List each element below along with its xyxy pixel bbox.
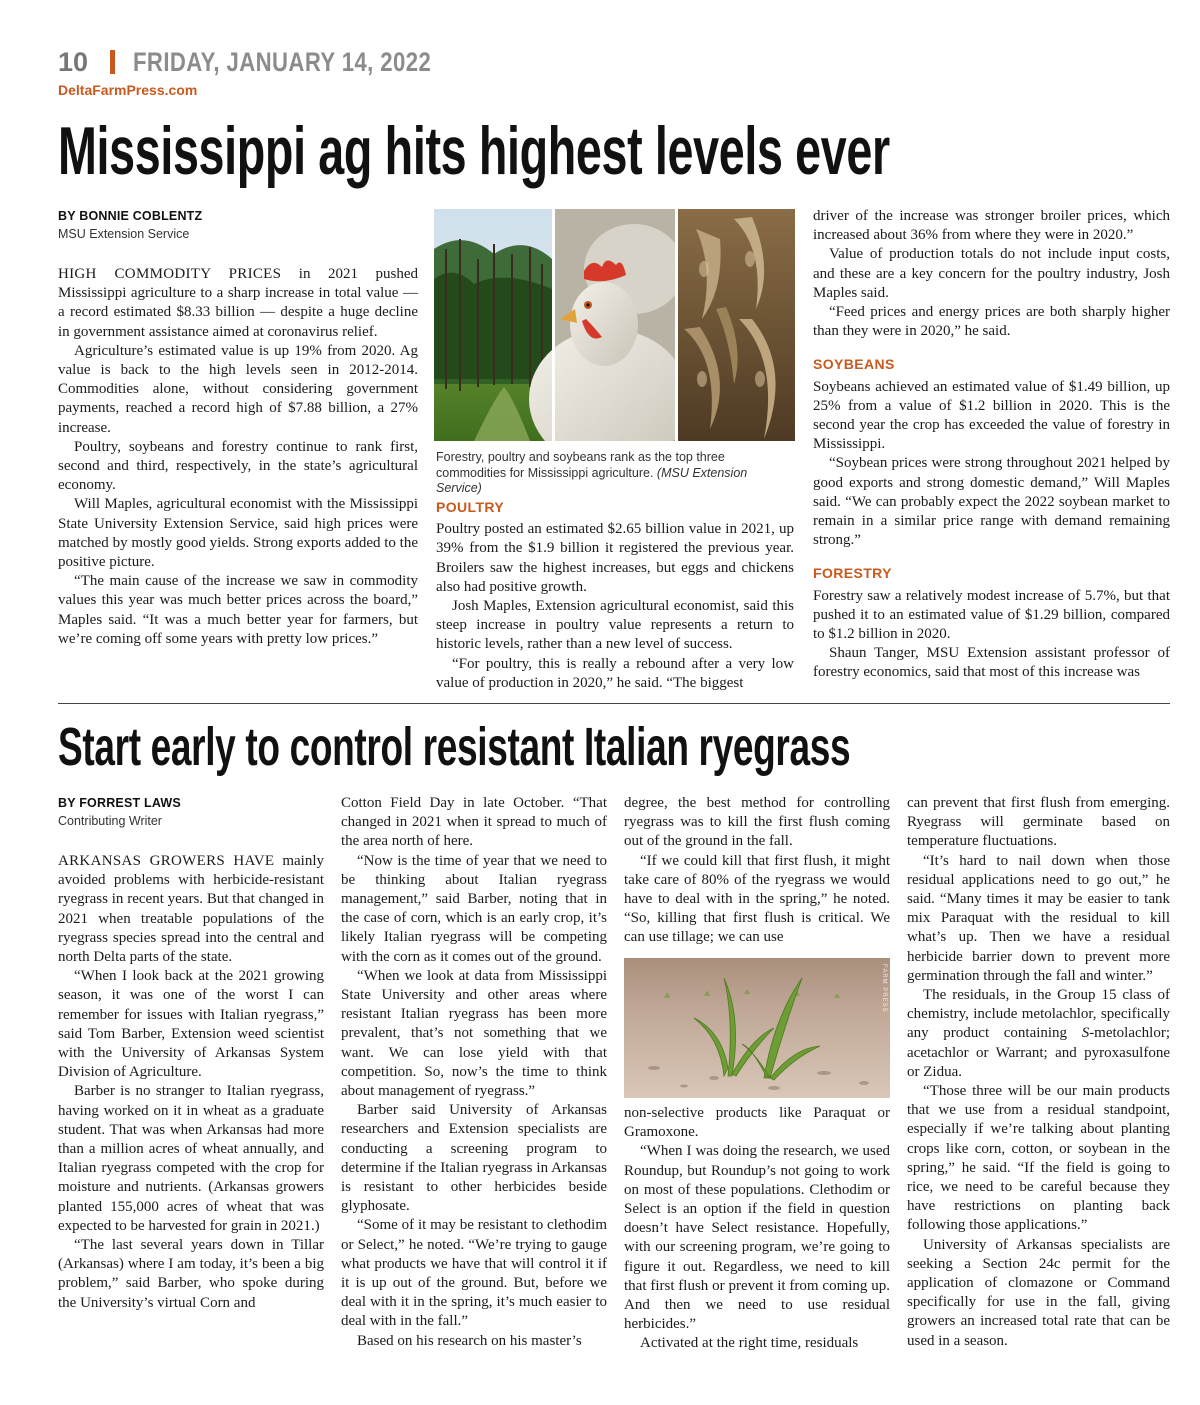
article2-paragraph: Barber said University of Arkansas researchers and Extension specialists are conducting a screening program to determine if the Italian ryegrass in Arkansas is resistant to other herbicides beside glyphosate. (341, 1102, 607, 1215)
article2-column-1 (58, 852, 324, 1313)
page-header (58, 44, 497, 80)
lead-caps: ARKANSAS GROWERS HAVE (58, 853, 275, 869)
article2-paragraph: can prevent that first flush from emerging. Ryegrass will germinate based on temperature fluctuations. (907, 795, 1170, 850)
chemical-prefix: S (1081, 1025, 1090, 1042)
article1-paragraph: Will Maples, agricultural economist with the Mississippi State University Extension Service, said high prices were matched by mostly good yields. Strong exports added to the positive picture. (58, 496, 418, 571)
paragraph-text: -metolachlor; acetachlor or Warrant; and pyroxasulfone or Zidua. (907, 1025, 1170, 1080)
article2-paragraph: Cotton Field Day in late October. “That changed in 2021 when it spread to much of the area north of here. (341, 795, 607, 850)
article1-paragraph (58, 265, 418, 342)
article-divider (58, 703, 1170, 704)
article1-paragraph: Josh Maples, Extension agricultural economist, said this steep increase in poultry value represents a return to historic levels, rather than a new level of success. (436, 598, 794, 653)
article2-byline-block (58, 796, 324, 828)
article2-paragraph: non-selective products like Paraquat or Gramoxone. (624, 1105, 890, 1141)
forestry-subhead: FORESTRY (813, 565, 892, 582)
article2-role: Contributing Writer (58, 814, 162, 828)
article2-paragraph: “When I look back at the 2021 growing season, it was one of the worst I can remember for issues with Italian ryegrass,” said Tom Barber, Extension weed scientist with the University of Arkansas System Division of Agriculture. (58, 968, 324, 1081)
article2-paragraph: “The last several years down in Tillar (Arkansas) where I am today, it’s been a big problem,” said Barber, who spoke during the University’s virtual Corn and (58, 1237, 324, 1311)
article1-paragraph: Value of production totals do not include input costs, and these are a key concern for the poultry industry, Josh Maples said. (813, 246, 1170, 301)
article1-role: MSU Extension Service (58, 227, 190, 241)
article2-paragraph: “It’s hard to nail down when those residual applications need to go out,” he said. “Many times it may be easier to tank mix Paraquat with the residual to kill what’s up. Then we have a residual herbicide barrier down to prevent more germination through the fall and winter.” (907, 852, 1170, 984)
article2-paragraph: “If we could kill that first flush, it might take care of 80% of the ryegrass we would have to deal with in the spring,” he noted. “So, killing that first flush is critical. We can use tillage; we can use (624, 852, 890, 946)
ryegrass-seedling-photo (624, 958, 890, 1098)
article1-paragraph: Agriculture’s estimated value is up 19% from 2020. Ag value is back to the high levels seen in 2012-2014. Commodities alone, without considering government payments, reached a record high of $7.88 billion, a 27% increase. (58, 342, 418, 436)
article2-paragraph: Based on his research on his master’s (357, 1332, 582, 1349)
article2-paragraph: “When we look at data from Mississippi State University and other areas where resistant Italian ryegrass has been more prevalent, that’s not something that we want. We can lose yield with that competition. So, now’s the time to think about management of ryegrass.” (341, 967, 607, 1100)
article1-paragraph: “For poultry, this is really a rebound after a very low value of production in 2020,” he said. “The biggest (436, 655, 794, 691)
article1-column-1 (58, 265, 418, 649)
article2-paragraph: “When I was doing the research, we used Roundup, but Roundup’s not going to work on most of these populations. Clethodim or Select is an option if the field in question doesn’t have Select resistance. Hopefully, with our screening program, we’re going to figure it out. Regardless, we need to kill that first flush or prevent it from coming up. And then we need to use residual herbicides.” (624, 1143, 890, 1333)
lead-caps: HIGH COMMODITY PRICES (58, 266, 282, 282)
issue-date: FRIDAY, JANUARY 14, 2022 (133, 46, 432, 77)
article1-paragraph: Poultry, soybeans and forestry continue to rank first, second and third, respectively, in the state’s agricultural economy. (58, 438, 418, 494)
article1-headline: Mississippi ag hits highest levels ever (58, 113, 890, 189)
article2-column-3-bottom (624, 1104, 890, 1354)
article1-paragraph: Forestry saw a relatively modest increase of 5.7%, but that pushed it to an estimated value of $1.29 billion, compared to $1.2 billion in 2020. (813, 587, 1170, 643)
article1-paragraph: “The main cause of the increase we saw in commodity values this year was much better prices across the board,” Maples said. “It was a much better year for farmers, but we’re coming off some years with pretty low prices.” (58, 573, 418, 647)
poultry-subhead: POULTRY (436, 499, 505, 515)
article1-byline-block (58, 209, 418, 241)
article1-byline: BY BONNIE COBLENTZ (58, 209, 203, 223)
article1-paragraph: Shaun Tanger, MSU Extension assistant professor of forestry economics, said that most of this increase was (813, 645, 1170, 681)
article1-paragraph: Poultry posted an estimated $2.65 billion value in 2021, up 39% from the $1.9 billion it registered the previous year. Broilers saw the highest increases, but eggs and chickens also had positive growth. (436, 521, 794, 595)
photo-credit: FARM PRESS (881, 964, 887, 1013)
article2-paragraph: degree, the best method for controlling ryegrass was to kill the first flush coming out of the ground in the fall. (624, 795, 890, 850)
article2-paragraph: “Those three will be our main products that we use from a residual standpoint, especially if we’re talking about planting crops like corn, cotton, or soybean in the spring,” he said. “If the field is going to rice, we need to be careful because they have restrictions on planting back following those applications.” (907, 1083, 1170, 1234)
article2-paragraph (58, 852, 324, 967)
commodities-photo (434, 209, 795, 441)
article2-byline: BY FORREST LAWS (58, 796, 181, 810)
article2-paragraph: University of Arkansas specialists are seeking a Section 24c permit for the application of clomazone or Command specifically for use in the fall, giving growers an increased total rate that can be used in a season. (907, 1236, 1170, 1349)
article1-column-2 (436, 498, 794, 693)
article1-paragraph: “Feed prices and energy prices are both sharply higher than they were in 2020,” he said. (813, 304, 1170, 340)
caption-text: Forestry, poultry and soybeans rank as the top three commodities for Mississippi agriculture. (436, 450, 725, 480)
website-link[interactable]: DeltaFarmPress.com (58, 82, 198, 98)
soybeans-photo-panel (678, 209, 795, 441)
article1-column-3 (813, 207, 1170, 683)
article1-paragraph: Soybeans achieved an estimated value of $1.49 billion, up 25% from a value of $1.2 billion in 2020. This is the second year the crop has exceeded the value of forestry in Mississippi. (813, 378, 1170, 453)
paragraph-text: mainly avoided problems with herbicide-resistant ryegrass in recent years. But that changed in 2021 when treatable populations of the ryegrass species spread into the central and north Delta parts of the state. (58, 853, 324, 966)
paragraph-text: The residuals, in the Group 15 class of chemistry, include metolachlor, specifically any product containing (907, 987, 1170, 1042)
article1-paragraph: driver of the increase was stronger broiler prices, which increased about 36% from where they were in 2020.” (813, 208, 1170, 244)
page-number: 10 (58, 46, 89, 77)
soybeans-subhead: SOYBEANS (813, 356, 895, 373)
caption-credit: (MSU Extension Service) (436, 465, 748, 495)
article2-column-3-top (624, 794, 890, 948)
article2-headline: Start early to control resistant Italian ryegrass (58, 717, 851, 777)
article2-paragraph: “Now is the time of year that we need to be thinking about Italian ryegrass management,” said Barber, noting that in the case of corn, which is an early crop, it’s likely Italian ryegrass will be competing with the corn as it comes out of the ground. (341, 852, 607, 965)
paragraph-text: in 2021 pushed Mississippi agriculture to a sharp increase in total value — a record estimated $8.33 billion — despite a huge decline in government assistance aimed at coronavirus relief. (58, 266, 418, 340)
article2-paragraph: “Some of it may be resistant to clethodim or Select,” he noted. “We’re trying to gauge what products we have that will control it if it is up out of the ground. But, before we deal with it in the spring, it’s much easier to deal with in the fall.” (341, 1217, 607, 1330)
article2-paragraph: Activated at the right time, residuals (640, 1335, 859, 1352)
article1-photo-caption (436, 450, 794, 497)
article2-paragraph: Barber is no stranger to Italian ryegrass, having worked on it in wheat as a graduate student. That was when Arkansas had more than a million acres of wheat annually, and Italian ryegrass competed with the crop for moisture and nutrients. (Arkansas growers planted 155,000 acres of wheat that was expected to be harvested for grain in 2021.) (58, 1083, 324, 1234)
article1-paragraph: “Soybean prices were strong throughout 2021 helped by good exports and strong domestic demand,” Will Maples said. “We can probably expect the 2022 soybean market to remain in a similar price range with demand remaining strong.” (813, 455, 1170, 549)
article2-column-4 (907, 794, 1170, 1351)
header-divider-bar (110, 50, 115, 74)
article2-paragraph (907, 986, 1170, 1082)
article2-column-2 (341, 794, 607, 1351)
